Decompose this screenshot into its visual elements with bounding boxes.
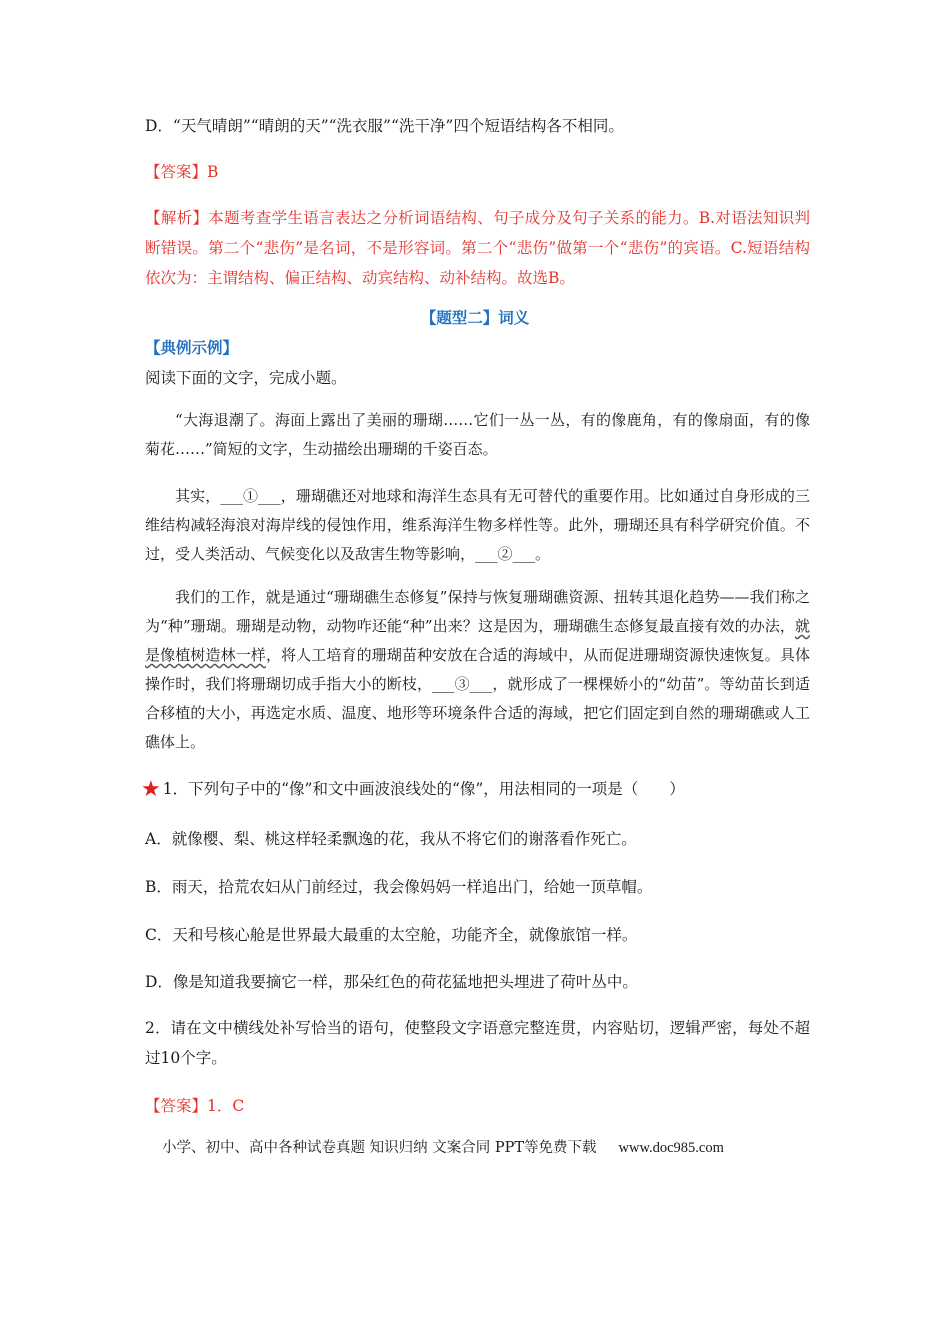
question-1-text: 1．下列句子中的“像”和文中画波浪线处的“像”，用法相同的一项是（ ） [162, 780, 685, 798]
passage-paragraph-2: 其实，___①___，珊瑚礁还对地球和海洋生态具有无可替代的重要作用。比如通过自身形成的三维结构减轻海浪对海岸线的侵蚀作用，维系海洋生物多样性等。此外，珊瑚还具有科学研究价值。不过，受人类活动、气候变化以及敌害生物等影响，___②___。 [145, 487, 810, 563]
instruction: 阅读下面的文字，完成小题。 [145, 369, 347, 387]
section-title: 【题型二】词义 [420, 308, 530, 327]
footer-text: 小学、初中、高中各种试卷真题 知识归纳 文案合同 PPT等免费下载 [162, 1140, 597, 1156]
footer-url[interactable]: www.doc985.com [618, 1140, 724, 1156]
footer [162, 1136, 802, 1157]
question-1-option-a: A．就像樱、梨、桃这样轻柔飘逸的花，我从不将它们的谢落看作死亡。 [145, 830, 637, 848]
question-1-option-d: D．像是知道我要摘它一样，那朵红色的荷花猛地把头埋进了荷叶丛中。 [145, 973, 638, 991]
question-1-option-c: C．天和号核心舱是世界最大最重的太空舱，功能齐全，就像旅馆一样。 [145, 926, 638, 944]
question-1-option-b: B．雨天，拾荒农妇从门前经过，我会像妈妈一样追出门，给她一顶草帽。 [145, 878, 653, 896]
question-2: 2．请在文中横线处补写恰当的语句，使整段文字语意完整连贯，内容贴切，逻辑严密，每处不超过10个字。 [145, 1019, 810, 1067]
passage-p3-start: 我们的工作，就是通过“珊瑚礁生态修复”保持与恢复珊瑚礁资源、扭转其退化趋势——我们称之为“种”珊瑚。珊瑚是动物，动物咋还能“种”出来？这是因为，珊瑚礁生态修复最直接有效的办法， [145, 588, 810, 635]
example-label: 【典例示例】 [145, 338, 239, 357]
passage-paragraph-3 [145, 583, 810, 757]
passage-paragraph-1: “大海退潮了。海面上露出了美丽的珊瑚……它们一丛一丛，有的像鹿角，有的像扇面，有的像菊花……”简短的文字，生动描绘出珊瑚的千姿百态。 [145, 411, 810, 458]
wavy-underline-phrase: 就是像植树造林一样 [145, 617, 810, 664]
question-1 [141, 774, 806, 803]
analysis-text: 【解析】本题考查学生语言表达之分析词语结构、句子成分及句子关系的能力。B.对语法知识判断错误。第二个“悲伤”是名词，不是形容词。第二个“悲伤”做第一个“悲伤”的宾语。C.短语结构依次为：主谓结构、偏正结构、动宾结构、动补结构。故选B。 [145, 209, 810, 287]
option-d: D．“天气晴朗”“晴朗的天”“洗衣服”“洗干净”四个短语结构各不相同。 [145, 117, 624, 135]
star-icon: ★ [141, 777, 161, 802]
answer-2-label: 【答案】1．C [145, 1097, 245, 1115]
passage-p3-end: ，将人工培育的珊瑚苗种安放在合适的海域中，从而促进珊瑚资源快速恢复。具体操作时，我们将珊瑚切成手指大小的断枝，___③___，就形成了一棵棵娇小的“幼苗”。等幼苗长到适合移植的大小，再选定水质、温度、地形等环境条件合适的海域，把它们固定到自然的珊瑚礁或人工礁体上。 [145, 646, 810, 751]
answer-label: 【答案】B [145, 163, 219, 181]
